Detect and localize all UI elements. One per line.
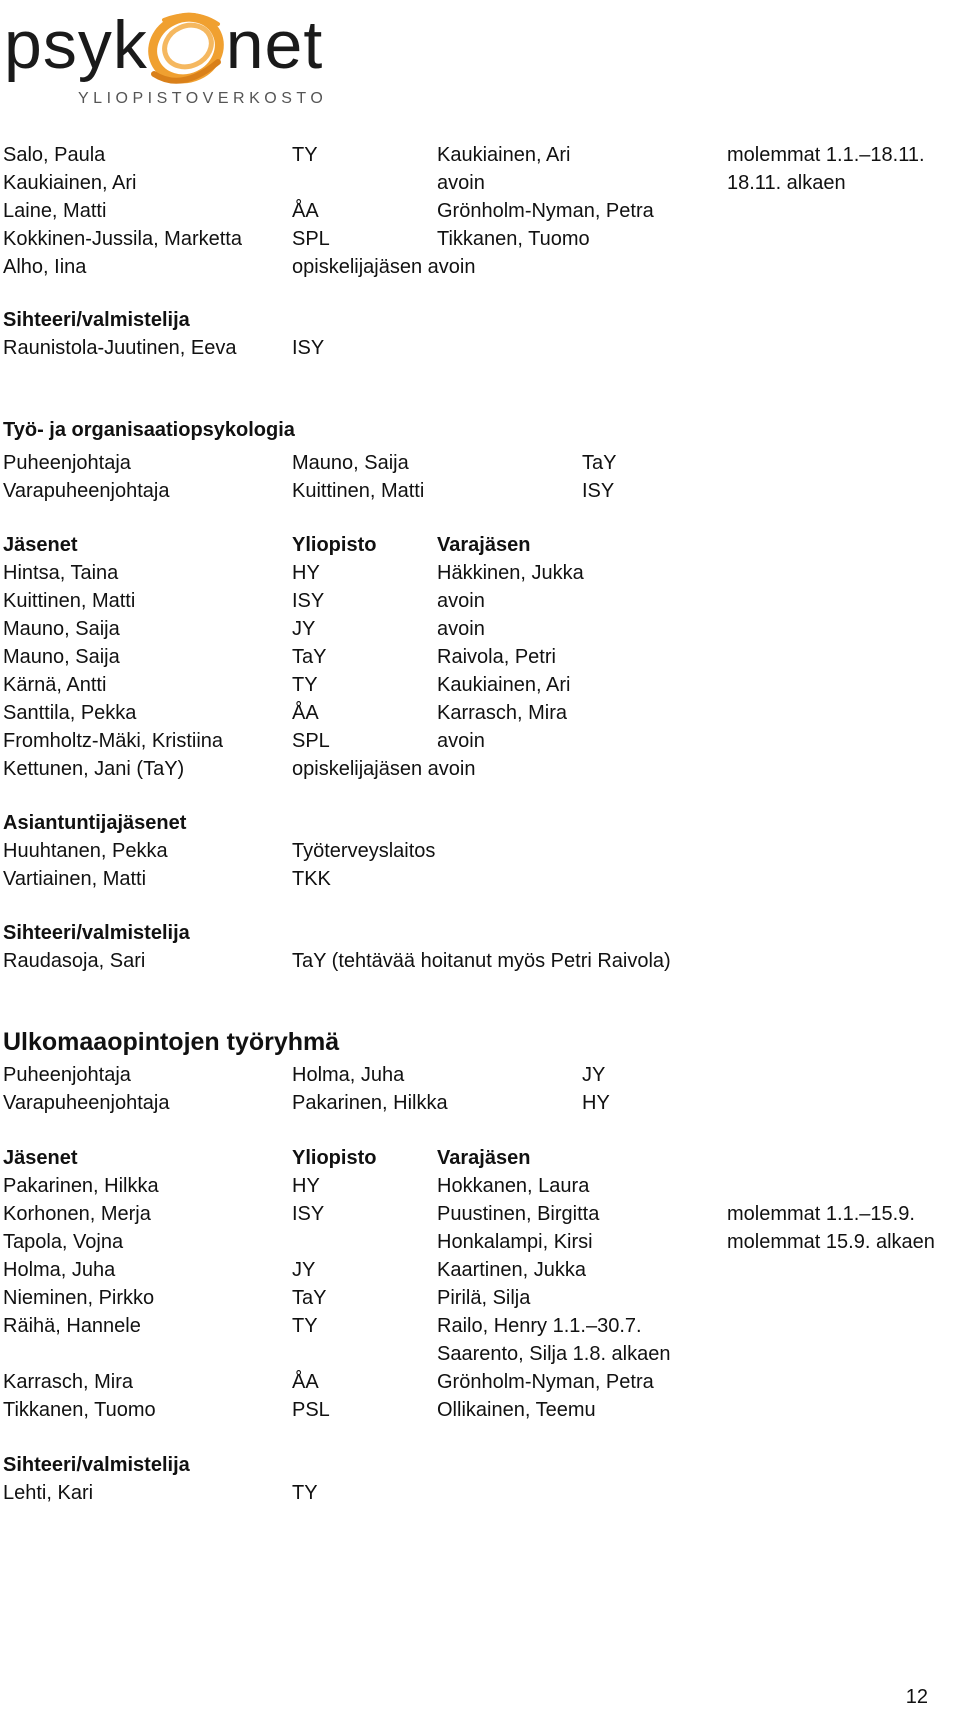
chair-row xyxy=(0,448,960,478)
header-deputy: Varajäsen xyxy=(437,534,531,556)
role-university: HY xyxy=(582,1092,610,1114)
table-row xyxy=(0,140,960,170)
table-row xyxy=(0,1255,960,1285)
university: PSL xyxy=(292,1399,330,1421)
role-label: Varapuheenjohtaja xyxy=(3,480,170,502)
university: SPL xyxy=(292,730,330,752)
table-row xyxy=(0,642,960,672)
table-header xyxy=(0,1143,960,1173)
expert-row xyxy=(0,864,960,894)
table-row xyxy=(0,670,960,700)
header-members: Jäsenet xyxy=(3,534,78,556)
table-row xyxy=(0,754,960,784)
member-name: Kettunen, Jani (TaY) xyxy=(3,758,185,780)
table-row xyxy=(0,614,960,644)
member-name: Kärnä, Antti xyxy=(3,674,107,696)
member-name: Mauno, Saija xyxy=(3,618,120,640)
table-row xyxy=(0,1171,960,1201)
member-name: Salo, Paula xyxy=(3,144,106,166)
deputy: Häkkinen, Jukka xyxy=(437,562,584,584)
role-university: TaY xyxy=(582,452,617,474)
table-header xyxy=(0,530,960,560)
vice-chair-row xyxy=(0,476,960,506)
university: ÅA xyxy=(292,702,319,724)
table-row xyxy=(0,698,960,728)
expert-name: Huuhtanen, Pekka xyxy=(3,840,168,862)
member-name: Kaukiainen, Ari xyxy=(3,172,137,194)
header-university: Yliopisto xyxy=(292,1147,377,1169)
header-deputy: Varajäsen xyxy=(437,1147,531,1169)
member-name: Alho, Iina xyxy=(3,256,87,278)
header-members: Jäsenet xyxy=(3,1147,78,1169)
member-name: Korhonen, Merja xyxy=(3,1203,151,1225)
deputy: Grönholm-Nyman, Petra xyxy=(437,200,654,222)
section-title-ulko: Ulkomaaopintojen työryhmä xyxy=(3,1028,340,1056)
member-name: Fromholtz-Mäki, Kristiina xyxy=(3,730,224,752)
role-university: JY xyxy=(582,1064,606,1086)
chair-row xyxy=(0,1060,960,1090)
role-label: Puheenjohtaja xyxy=(3,1064,131,1086)
expert-name: Vartiainen, Matti xyxy=(3,868,147,890)
experts-heading: Asiantuntijajäsenet xyxy=(3,812,187,834)
secretary-heading: Sihteeri/valmistelija xyxy=(3,1454,190,1476)
deputy: Ollikainen, Teemu xyxy=(437,1399,596,1421)
member-name: Mauno, Saija xyxy=(3,646,120,668)
university: ÅA xyxy=(292,1371,319,1393)
university: TaY xyxy=(292,1287,327,1309)
table-row xyxy=(0,1367,960,1397)
university: JY xyxy=(292,1259,316,1281)
deputy: Grönholm-Nyman, Petra xyxy=(437,1371,654,1393)
table-row xyxy=(0,726,960,756)
table-row xyxy=(0,196,960,226)
member-name: Räihä, Hannele xyxy=(3,1315,141,1337)
university: opiskelijajäsen avoin xyxy=(292,758,476,780)
member-name: Karrasch, Mira xyxy=(3,1371,134,1393)
deputy: Kaukiainen, Ari xyxy=(437,674,571,696)
university: TY xyxy=(292,674,318,696)
expert-row xyxy=(0,836,960,866)
table-row xyxy=(0,1311,960,1341)
table-row xyxy=(0,1283,960,1313)
member-name: Kuittinen, Matti xyxy=(3,590,136,612)
member-name: Kokkinen-Jussila, Marketta xyxy=(3,228,242,250)
table-row xyxy=(0,1199,960,1229)
deputy: avoin xyxy=(437,730,485,752)
note: molemmat 1.1.–18.11. xyxy=(727,144,925,166)
psyknet-logo xyxy=(4,4,328,109)
deputy: Hokkanen, Laura xyxy=(437,1175,590,1197)
secretary-row xyxy=(0,333,960,363)
deputy: avoin xyxy=(437,590,485,612)
section-title-tyo: Työ- ja organisaatiopsykologia xyxy=(3,419,295,441)
deputy: Raivola, Petri xyxy=(437,646,556,668)
university: TaY xyxy=(292,646,327,668)
role-person: Holma, Juha xyxy=(292,1064,405,1086)
secretary-name: Raudasoja, Sari xyxy=(3,950,146,972)
deputy: Kaartinen, Jukka xyxy=(437,1259,586,1281)
deputy: avoin xyxy=(437,618,485,640)
university: SPL xyxy=(292,228,330,250)
deputy: Railo, Henry 1.1.–30.7. xyxy=(437,1315,642,1337)
secretary-heading: Sihteeri/valmistelija xyxy=(3,309,190,331)
member-name: Santtila, Pekka xyxy=(3,702,137,724)
deputy: Puustinen, Birgitta xyxy=(437,1203,600,1225)
university: ÅA xyxy=(292,200,319,222)
table-row xyxy=(0,1395,960,1425)
table-row xyxy=(0,1339,960,1369)
secretary-heading: Sihteeri/valmistelija xyxy=(3,922,190,944)
secretary-university: TY xyxy=(292,1482,318,1504)
member-name: Laine, Matti xyxy=(3,200,107,222)
expert-organization: TKK xyxy=(292,868,331,890)
deputy: avoin xyxy=(437,172,485,194)
secretary-university: TaY (tehtävää hoitanut myös Petri Raivola) xyxy=(292,950,671,972)
deputy: Kaukiainen, Ari xyxy=(437,144,571,166)
note: molemmat 15.9. alkaen xyxy=(727,1231,935,1253)
university: HY xyxy=(292,1175,320,1197)
header-university: Yliopisto xyxy=(292,534,377,556)
university: ISY xyxy=(292,1203,325,1225)
vice-chair-row xyxy=(0,1088,960,1118)
deputy: Tikkanen, Tuomo xyxy=(437,228,590,250)
secretary-name: Raunistola-Juutinen, Eeva xyxy=(3,337,237,359)
member-name: Holma, Juha xyxy=(3,1259,116,1281)
role-person: Kuittinen, Matti xyxy=(292,480,425,502)
table-row xyxy=(0,224,960,254)
member-name: Tikkanen, Tuomo xyxy=(3,1399,156,1421)
table-row xyxy=(0,586,960,616)
logo-wordmark: psyk net xyxy=(4,7,324,83)
secretary-university: ISY xyxy=(292,337,325,359)
deputy: Honkalampi, Kirsi xyxy=(437,1231,593,1253)
table-row xyxy=(0,252,960,282)
expert-organization: Työterveyslaitos xyxy=(292,840,436,862)
table-row xyxy=(0,168,960,198)
secretary-name: Lehti, Kari xyxy=(3,1482,94,1504)
deputy: Saarento, Silja 1.8. alkaen xyxy=(437,1343,671,1365)
note: 18.11. alkaen xyxy=(727,172,846,194)
role-label: Puheenjohtaja xyxy=(3,452,131,474)
role-label: Varapuheenjohtaja xyxy=(3,1092,170,1114)
university: TY xyxy=(292,1315,318,1337)
role-person: Mauno, Saija xyxy=(292,452,409,474)
note: molemmat 1.1.–15.9. xyxy=(727,1203,915,1225)
university: opiskelijajäsen avoin xyxy=(292,256,476,278)
university: ISY xyxy=(292,590,325,612)
secretary-row xyxy=(0,1478,960,1508)
table-row xyxy=(0,1227,960,1257)
role-university: ISY xyxy=(582,480,615,502)
page-number: 12 xyxy=(905,1686,928,1708)
secretary-row xyxy=(0,946,960,976)
member-name: Tapola, Vojna xyxy=(3,1231,124,1253)
table-row xyxy=(0,558,960,588)
logo-subtitle: YLIOPISTOVERKOSTO xyxy=(78,90,328,107)
university: HY xyxy=(292,562,320,584)
member-name: Nieminen, Pirkko xyxy=(3,1287,155,1309)
university: JY xyxy=(292,618,316,640)
role-person: Pakarinen, Hilkka xyxy=(292,1092,448,1114)
deputy: Pirilä, Silja xyxy=(437,1287,531,1309)
member-name: Hintsa, Taina xyxy=(3,562,119,584)
member-name: Pakarinen, Hilkka xyxy=(3,1175,159,1197)
university: TY xyxy=(292,144,318,166)
deputy: Karrasch, Mira xyxy=(437,702,568,724)
